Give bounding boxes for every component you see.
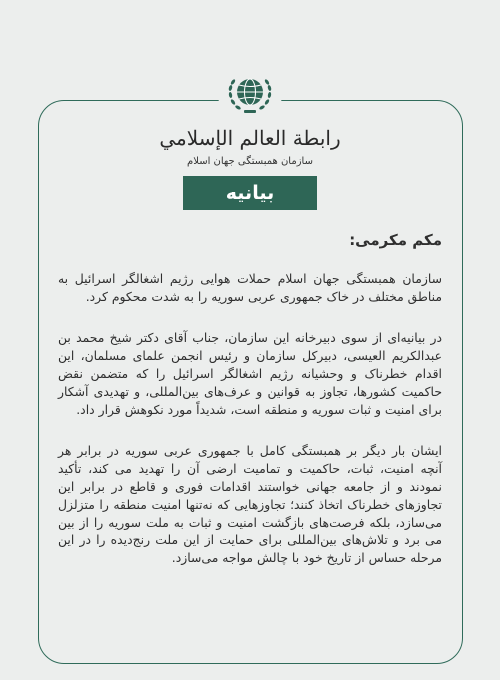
organization-name-arabic: رابطة العالم الإسلامي: [159, 126, 341, 150]
statement-body: [58, 232, 442, 591]
paragraph-3: ایشان بار دیگر بر همبستگی کامل با جمهوری عربی سوریه در برابر هر آنچه امنیت، ثبات، حاکمیت و تمامیت ارضی آن را تهدید می کند، تأکید نمودند و از جامعه جهانی خواستند اقدامات فوری و قاطع در برابر این تجاوزهای خطرناک اتخاذ کنند؛ تجاوزهایی که نه‌تنها امنیت منطقه را متزلزل می‌سازد، بلکه فرصت‌های بازگشت امنیت و ثبات به ملت سوریه را از بین می برد و تلاش‌های بین‌المللی برای حمایت از این ملت رنج‌دیده را در این مرحله حساس از تاریخ خود با چالش مواجه می‌سازد.: [58, 443, 442, 566]
organization-emblem: [218, 62, 282, 126]
statement-badge: بیانیه: [183, 176, 317, 210]
paragraph-1: سازمان همبستگی جهان اسلام حملات هوایی رژیم اشغالگر اسرائیل به مناطق مختلف در خاک جمهوری عربی سوریه را به شدت محکوم کرد.: [58, 270, 442, 304]
organization-name-persian: سازمان همبستگی جهان اسلام: [187, 156, 313, 167]
globe-laurel-icon: [218, 62, 282, 126]
salutation: مکم مکرمی:: [349, 231, 442, 249]
paragraph-2: در بیانیه‌ای از سوی دبیرخانه این سازمان، جناب آقای دکتر شیخ محمد بن عبدالکریم العیسی، دبیرکل سازمان و رئیس انجمن علمای مسلمان، این اقدام خطرناک و وحشیانه رژیم اشغالگر اسرائیل را که متضمن نقض حاکمیت کشورها، تجاوز به قوانین و عرف‌های بین‌المللی، و تهدیدی آشکار برای امنیت و ثبات سوریه و منطقه است، شدیداً مورد نکوهش قرار داد.: [58, 330, 442, 417]
